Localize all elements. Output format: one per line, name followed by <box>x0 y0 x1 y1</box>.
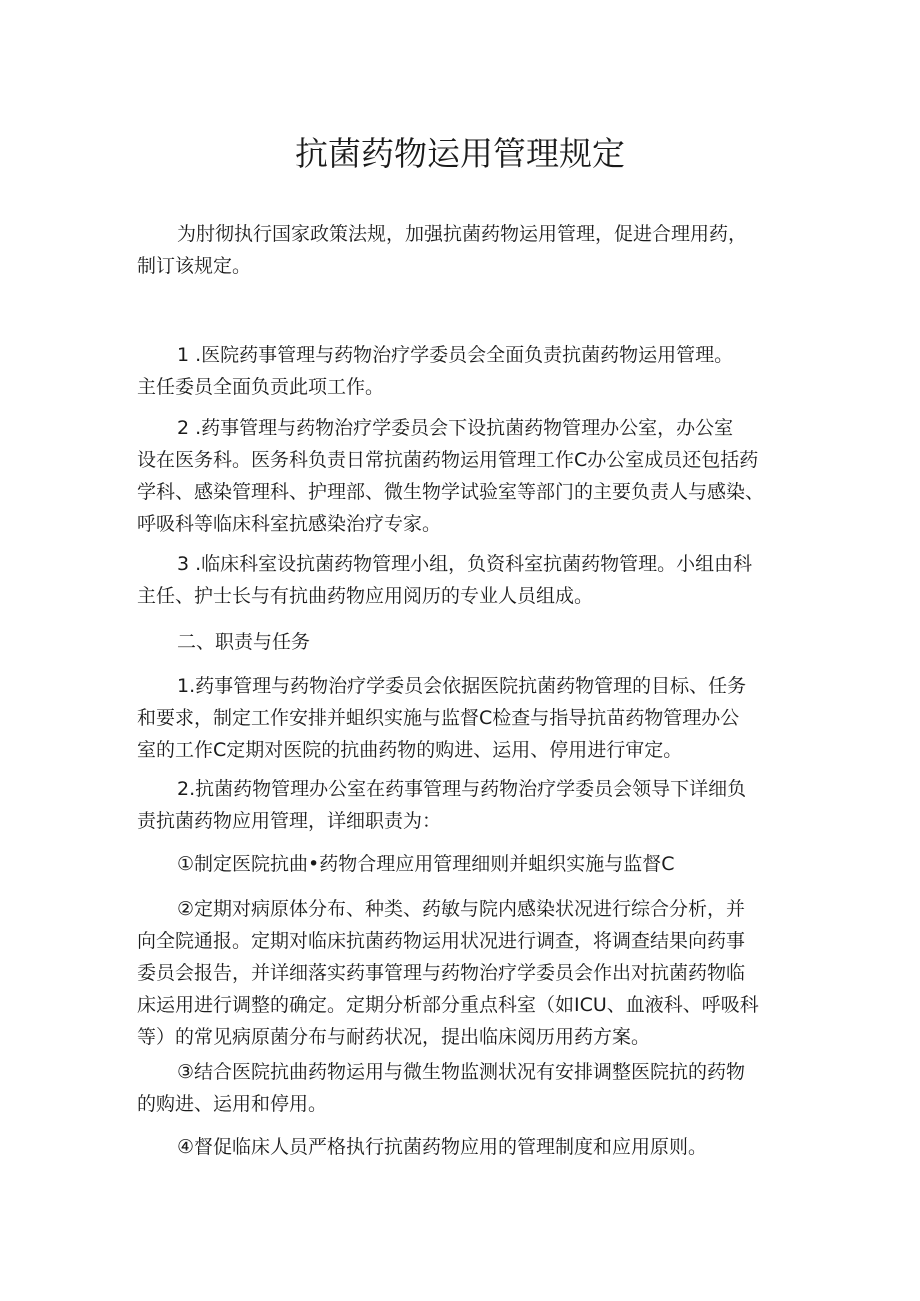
text-line: 床运用进行调整的确定。定期分析部分重点科室（如ICU、血液科、呼吸科 <box>137 994 759 1016</box>
text-line: 室的工作C定期对医院的抗曲药物的购进、运用、停用进行审定。 <box>137 739 683 761</box>
section1-item-1 <box>137 339 787 403</box>
document-title: 抗菌药物运用管理规定 <box>295 134 625 173</box>
section2-item-2 <box>137 773 787 837</box>
text-line: 的购进、运用和停用。 <box>137 1093 328 1115</box>
text-line: 2 .药事管理与药物治疗学委员会下设抗菌药物管理办公室，办公室 <box>177 417 734 439</box>
section2-item-3 <box>137 848 787 880</box>
text-line: 委员会报告，并详细落实药事管理与药物治疗学委员会作出对抗菌药物临 <box>137 962 746 984</box>
text-line: 1 .医院药事管理与药物治疗学委员会全面负责抗菌药物运用管理。 <box>177 344 734 366</box>
text-line: ①制定医院抗曲•药物合理应用管理细则并蛆织实施与监督C <box>177 853 675 875</box>
text-line: 向全院通报。定期对临床抗菌药物运用状况进行调查，将调查结果向药事 <box>137 930 746 952</box>
text-line: 1.药事管理与药物治疗学委员会依据医院抗菌药物管理的目标、任务 <box>177 675 747 697</box>
section2-heading: 二、职责与任务 <box>177 631 311 653</box>
section2-item-4 <box>137 893 787 1053</box>
section2-item-6 <box>137 1131 787 1163</box>
text-line: 2.抗菌药物管理办公室在药事管理与药物治疗学委员会领导下详细负 <box>177 778 747 800</box>
text-line: 3 .临床科室设抗菌药物管理小组，负资科室抗菌药物管理。小组由科 <box>177 553 753 575</box>
text-line: 主任委员全面负贡此项工作。 <box>137 376 385 398</box>
text-line: 设在医务科。医务科负责日常抗菌药物运用管理工作C办公室成员还包括药 <box>137 449 759 471</box>
text-line: 等）的常见病原菌分布与耐药状况，提出临床阅历用药方案。 <box>137 1026 651 1048</box>
text-line: 责抗菌药物应用管理，详细职责为： <box>137 810 442 832</box>
text-line: 和要求，制定工作安排并蛆织实施与监督C检查与指导抗苗药物管理办公 <box>137 707 740 729</box>
section1-item-2 <box>137 412 787 540</box>
intro-line-1: 为肘彻执行国家政策法规，加强抗菌药物运用管理，促进合理用药， <box>177 223 748 245</box>
text-line: ④督促临床人员严格执行抗菌药物应用的管理制度和应用原则。 <box>177 1136 708 1158</box>
intro-paragraph <box>137 218 787 282</box>
intro-line-2: 制订该规定。 <box>137 255 252 277</box>
section2-item-5 <box>137 1056 787 1120</box>
text-line: ③结合医院抗曲药物运用与微生物监测状况有安排调整医院抗的药物 <box>177 1061 746 1083</box>
text-line: 呼吸科等临床科室抗感染治疗专家。 <box>137 513 442 535</box>
text-line: ②定期对病原体分布、种类、药敏与院内感染状况进行综合分析，并 <box>177 898 746 920</box>
section1-item-3 <box>137 548 787 612</box>
text-line: 学科、感染管理科、护理部、微生物学试验室等部门的主要负责人与感染、 <box>137 481 765 503</box>
text-line: 主任、护士长与有抗曲药物应用阅历的专业人员组成。 <box>137 585 594 607</box>
section2-item-1 <box>137 670 787 766</box>
